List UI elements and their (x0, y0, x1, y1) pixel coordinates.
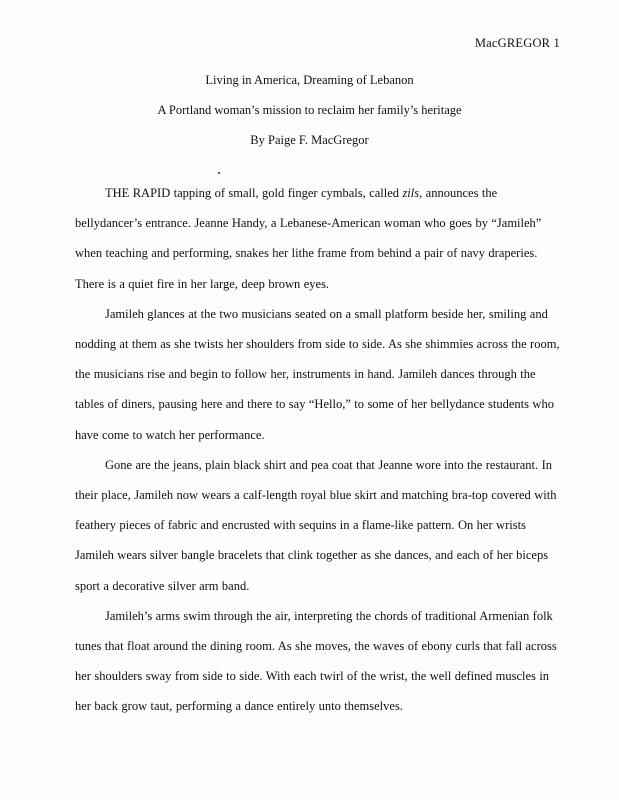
running-head: MacGREGOR 1 (474, 36, 560, 50)
article-body (75, 178, 560, 722)
paragraph-line (75, 178, 555, 208)
article-title: Living in America, Dreaming of Lebanon (205, 73, 414, 87)
paragraph-line: nodding at them as she twists her shoulders from side to side. As she shimmies across the room, (75, 337, 560, 352)
italic-term: zils (402, 186, 420, 200)
paragraph-line: There is a quiet fire in her large, deep brown eyes. (75, 276, 330, 291)
stray-ink-dot (218, 172, 220, 174)
paragraph-line: their place, Jamileh now wears a calf-length royal blue skirt and matching bra-top covered with (75, 488, 557, 503)
line-text: , announces the (419, 186, 498, 200)
paragraph-line: her back grow taut, performing a dance entirely unto themselves. (75, 699, 403, 714)
article-subtitle: A Portland woman’s mission to reclaim her family’s heritage (157, 103, 462, 117)
paragraph-3 (75, 450, 555, 601)
paragraph-line: Jamileh’s arms swim through the air, interpreting the chords of traditional Armenian folk (105, 608, 553, 623)
paragraph-line: tunes that float around the dining room. As she moves, the waves of ebony curls that fall across (75, 639, 557, 654)
paragraph-1 (75, 178, 555, 299)
paragraph-line: feathery pieces of fabric and encrusted with sequins in a flame-like pattern. On her wrists (75, 518, 526, 533)
paragraph-line: Jamileh glances at the two musicians seated on a small platform beside her, smiling and (105, 306, 548, 321)
paragraph-line: Jamileh wears silver bangle bracelets that clink together as she dances, and each of her biceps (75, 548, 549, 563)
paragraph-line: her shoulders sway from side to side. With each twirl of the wrist, the well defined muscles in (75, 669, 550, 684)
paragraph-2 (75, 299, 560, 450)
paragraph-line: bellydancer’s entrance. Jeanne Handy, a Lebanese-American woman who goes by “Jamileh” (75, 216, 542, 231)
paragraph-4 (75, 601, 555, 722)
paragraph-line: sport a decorative silver arm band. (75, 578, 250, 593)
paragraph-line: when teaching and performing, snakes her lithe frame from behind a pair of navy draperies. (75, 246, 538, 261)
line-text: THE RAPID tapping of small, gold finger cymbals, called (105, 186, 403, 200)
paragraph-line: have come to watch her performance. (75, 427, 265, 442)
paragraph-line: the musicians rise and begin to follow her, instruments in hand. Jamileh dances through the (75, 367, 536, 382)
article-byline: By Paige F. MacGregor (250, 133, 369, 147)
paragraph-line: Gone are the jeans, plain black shirt and pea coat that Jeanne wore into the restaurant. In (105, 457, 552, 472)
paragraph-line: tables of diners, pausing here and there to say “Hello,” to some of her bellydance students who (75, 397, 554, 412)
